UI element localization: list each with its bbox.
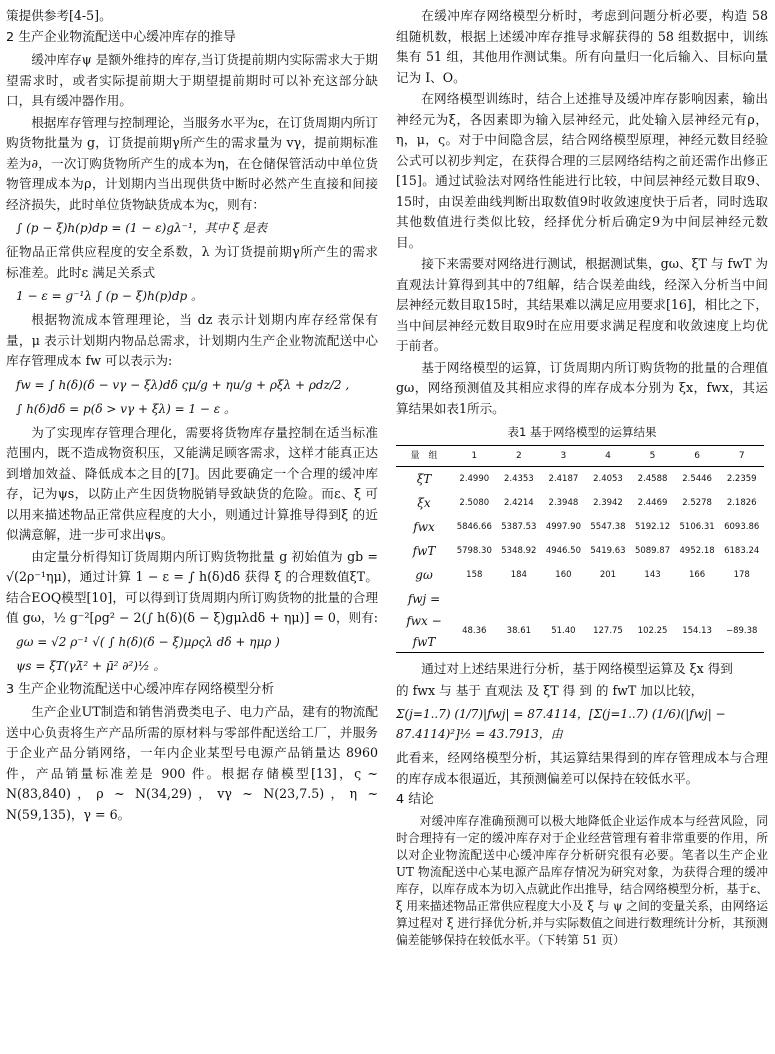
paragraph: 对缓冲库存准确预测可以极大地降低企业运作成本与经营风险，同时合理持有一定的缓冲库存对于企业经营管理有着非常重要的作用，所以对企业物流配送中心缓冲库存分析研究很有必要。笔者以生产企业 UT 物流配送中心某电源产品库存情况为研究对象，为获得合理的缓冲库存，以库存成本为切入点就此作出推导，结合网络模型分析，基于ε、ξ 用来描述物品正常供应程度大小及 ξ 与 ψ 之间的变量关系，由网络运算过程对 ξ 进行择优分析,并与实际数值之间进行数理统计分析，其预测偏差能够保持在较低水平。（下转第 51 页） — [396, 813, 768, 947]
right-column — [396, 6, 768, 950]
table-row — [396, 611, 764, 653]
table-cell: 2.3948 — [548, 497, 579, 508]
results-table — [396, 445, 764, 654]
table-row — [396, 563, 764, 587]
paragraph: 在缓冲库存网络模型分析时，考虑到问题分析必要，构造 58 组随机数，根据上述缓冲库存推导求解获得的 58 组数据中，训练集有 51 组，其他用作测试集。所有向量归一化后输入、目标向量记为 I、O。 — [396, 8, 768, 85]
table-cell: 5798.30 — [456, 545, 492, 556]
paragraph: 征物品正常供应程度的安全系数，λ 为订货提前期γ所产生的需求标准差。此时ε 满足关系式 — [6, 244, 378, 280]
table-header-label: 量 组 — [396, 445, 452, 467]
formula: 1 − ε = g⁻¹λ ∫ (p − ξ)h(p)dp 。 — [16, 289, 204, 303]
table-row — [396, 515, 764, 539]
table-cell: 2.4214 — [503, 497, 534, 508]
row-label: fwx — [413, 519, 435, 534]
table-cell: 6093.86 — [724, 521, 760, 532]
table-cell: 2.5446 — [682, 473, 712, 484]
table-cell: 4952.18 — [679, 545, 715, 556]
table-cell: 2.4353 — [503, 473, 534, 484]
table-cell: 2.1826 — [726, 497, 757, 508]
row-label: fwT — [412, 543, 436, 558]
table-header-cell: 3 — [541, 445, 586, 467]
section-4-title: 4 结论 — [396, 792, 434, 807]
table-cell: 5387.53 — [501, 521, 537, 532]
row-label: fwx − fwT — [396, 611, 452, 653]
table-cell: 51.40 — [541, 611, 586, 653]
table-cell: 2.4053 — [593, 473, 623, 484]
table-cell: 2.4469 — [637, 497, 668, 508]
table-cell: 158 — [466, 569, 483, 580]
paragraph: 为了实现库存管理合理化，需要将货物库存量控制在适当标准范围内，既不造成物资积压，又能满足顾客需求，这样才能真正达到增加效益、降低成本之目的[7]。因此要确定一个合理的缓冲库存，记为ψs，以防止产生因货物脱销导致缺货的危险。而ε、ξ 可以用来描述物品正常供应程度的大小，则通过计算推导得到ξ 的近似满意解，进一步可求出ψs。 — [6, 424, 378, 542]
table-header-cell: 4 — [586, 445, 631, 467]
table-cell — [586, 587, 631, 611]
table-cell: 2.2359 — [726, 473, 757, 484]
table-cell: 5192.12 — [634, 521, 671, 532]
table-header-cell: 7 — [719, 445, 764, 467]
paragraph: 基于网络模型的运算，订货周期内所订购货物的批量的合理值 gω，网络预测值及其相应求得的库存成本分别为 ξx，fwx，其运算结果如表1所示。 — [396, 359, 768, 416]
table-cell: −89.38 — [719, 611, 764, 653]
table-cell: 4997.90 — [545, 521, 581, 532]
table-cell: 154.13 — [675, 611, 720, 653]
formula: fw = ∫ h(δ)(δ − vγ − ξλ)dδ ςμ/g + ηu/g + ρξλ + ρdz/2 , — [16, 377, 350, 392]
table-row — [396, 491, 764, 515]
table-cell: 4946.50 — [545, 545, 581, 556]
table-cell — [719, 587, 764, 611]
table-header-cell: 6 — [675, 445, 720, 467]
table-cell: 5419.63 — [590, 545, 626, 556]
table-cell: 102.25 — [630, 611, 675, 653]
table-cell: 2.4588 — [637, 473, 668, 484]
table-cell: 5348.92 — [501, 545, 537, 556]
table-cell — [497, 587, 542, 611]
table-cell — [675, 587, 720, 611]
row-label: ξT — [416, 471, 432, 486]
paragraph: 生产企业UT制造和销售消费类电子、电力产品，建有的物流配送中心负责将生产产品所需的原材料与零部件配送给工厂，并服务于企业产品分销网络，一年内企业某型号电源产品销量达 8960 件，产品销量标准差是 900 件。根据存储模型[13]，ς ~ N(83,840)，ρ ~ N(34,29)，vγ ~ N(23,7.5)，η ~ N(59,135)，γ = 6。 — [6, 704, 378, 822]
table-cell: 2.4990 — [459, 473, 490, 484]
row-label: ξx — [417, 495, 431, 510]
table-cell: 166 — [688, 569, 706, 580]
table-cell: 178 — [733, 569, 750, 580]
table-caption: 表1 基于网络模型的运算结果 — [507, 425, 657, 439]
paragraph: 根据库存管理与控制理论，当服务水平为ε，在订货周期内所订购货物批量为 g，订货提前期γ所产生的需求量为 vγ，提前期标准差为∂，一次订购货物所产生的成本为η，在仓储保管活动中单位货物管理成本为ρ，计划期内当出现供货中断时必然产生直接和间接经济损失，此时单位货物缺货成本为ς，则有： — [6, 114, 378, 212]
paragraph: 缓冲库存ψ 是额外维持的库存,当订货提前期内实际需求大于期望需求时，或者实际提前期大于期望提前期时可以补充这部分缺口，具有缓冲器作用。 — [6, 52, 378, 108]
paragraph: 根据物流成本管理理论，当 dz 表示计划期内库存经常保有量，μ 表示计划期内物品总需求，计划期内生产企业物流配送中心库存管理成本 fw 可以表示为: — [6, 312, 378, 368]
table-header-cell: 2 — [497, 445, 542, 467]
formula: gω = √2 ρ⁻¹ √( ∫ h(δ)(δ − ξ)μρςλ dδ + ημρ ) — [16, 634, 280, 649]
paragraph: 在网络模型训练时，结合上述推导及缓冲库存影响因素，输出神经元为ξ，各因素即为输入层神经元，此处输入层神经元有ρ，η，μ，ς。对于中间隐含层，结合网络模型原理，神经元数目经验公式可以初步判定，在获得合理的三层网络结构之前还需作出修正[15]。通过试验法对网络性能进行比较，中间层神经元数目取9、15时，由误差曲线判断出取数值9时收敛速度快于后者，同时选取其他数值进行类似比较，经择优分析后确定9为中间层神经元数目。 — [396, 91, 768, 250]
table-cell: 127.75 — [586, 611, 631, 653]
table-cell — [541, 587, 586, 611]
table-cell — [630, 587, 675, 611]
paragraph: 此看来，经网络模型分析，其运算结果得到的库存管理成本与合理的库存成本很逼近，其预测偏差可以保持在较低水平。 — [396, 750, 768, 786]
table-cell: 160 — [555, 569, 572, 580]
left-column — [6, 6, 378, 826]
table-header-cell: 5 — [630, 445, 675, 467]
table-cell: 2.4187 — [548, 473, 579, 484]
table-cell: 2.5278 — [682, 497, 712, 508]
section-2-title: 2 生产企业物流配送中心缓冲库存的推导 — [6, 29, 236, 45]
table-cell: 184 — [510, 569, 527, 580]
table-cell: 2.3942 — [593, 497, 623, 508]
formula: ψs = ξT(γλ̄² + μ̄² ∂²)½ 。 — [16, 658, 166, 673]
formula: Σ(j=1..7) (1/7)|fwj| = 87.4114，[Σ(j=1..7) (1/6)(|fwj| − 87.4114)²]½ = 43.7913，由 — [396, 707, 726, 741]
row-label: gω — [415, 567, 433, 582]
table-header-cell: 1 — [452, 445, 497, 467]
paragraph: 由定量分析得知订货周期内所订购货物批量 g 初始值为 gb = √(2ρ⁻¹ημ)，通过计算 1 − ε = ∫ h(δ)dδ 获得 ξ 的合理数值ξT。结合EOQ模型[10]，可以得到订货周期内所订购货物的批量的合理值 gω，½ g⁻²[ρg² − 2(∫ h(δ)(δ − ξ)gμλdδ + ημ)] = 0，则有: — [6, 548, 378, 625]
table-cell: 5089.87 — [634, 545, 671, 556]
table-cell: 5106.31 — [679, 521, 715, 532]
section-3-title: 3 生产企业物流配送中心缓冲库存网络模型分析 — [6, 681, 275, 697]
table-cell: 48.36 — [452, 611, 497, 653]
table-row — [396, 467, 764, 492]
top-line: 策提供参考[4-5]。 — [6, 8, 112, 23]
paragraph: 接下来需要对网络进行测试，根据测试集，gω、ξT 与 fwT 为直观法计算得到其中的7组解，结合误差曲线，经深入分析当中间层神经元数目取15时，其结果难以满足应用要求[16]，相比之下，当中间层神经元数目取9时在应用要求满足程度和收敛速度上均优于前者。 — [396, 256, 768, 353]
table-cell — [452, 587, 497, 611]
formula: ∫ (p − ξ)h(p)dp = (1 − ε)gλ⁻¹，其中 ξ 是表 — [16, 221, 268, 235]
table-cell: 143 — [644, 569, 661, 580]
table-cell: 2.5080 — [459, 497, 490, 508]
table-row — [396, 539, 764, 563]
paragraph: 通过对上述结果进行分析，基于网络模型运算及 ξx 得到 — [421, 661, 733, 676]
row-label: fwj = — [407, 591, 441, 606]
table-header-row — [396, 445, 764, 467]
table-row — [396, 587, 764, 611]
formula: ∫ h(δ)dδ = p(δ > vγ + ξλ) = 1 − ε 。 — [16, 401, 237, 416]
paragraph: 的 fwx 与 基于 直观法 及 ξT 得 到 的 fwT 加以比较， — [396, 682, 704, 698]
table-cell: 6183.24 — [724, 545, 760, 556]
table-cell: 38.61 — [497, 611, 542, 653]
table-cell: 5547.38 — [590, 521, 626, 532]
table-cell: 201 — [599, 569, 617, 580]
table-cell: 5846.66 — [456, 521, 492, 532]
